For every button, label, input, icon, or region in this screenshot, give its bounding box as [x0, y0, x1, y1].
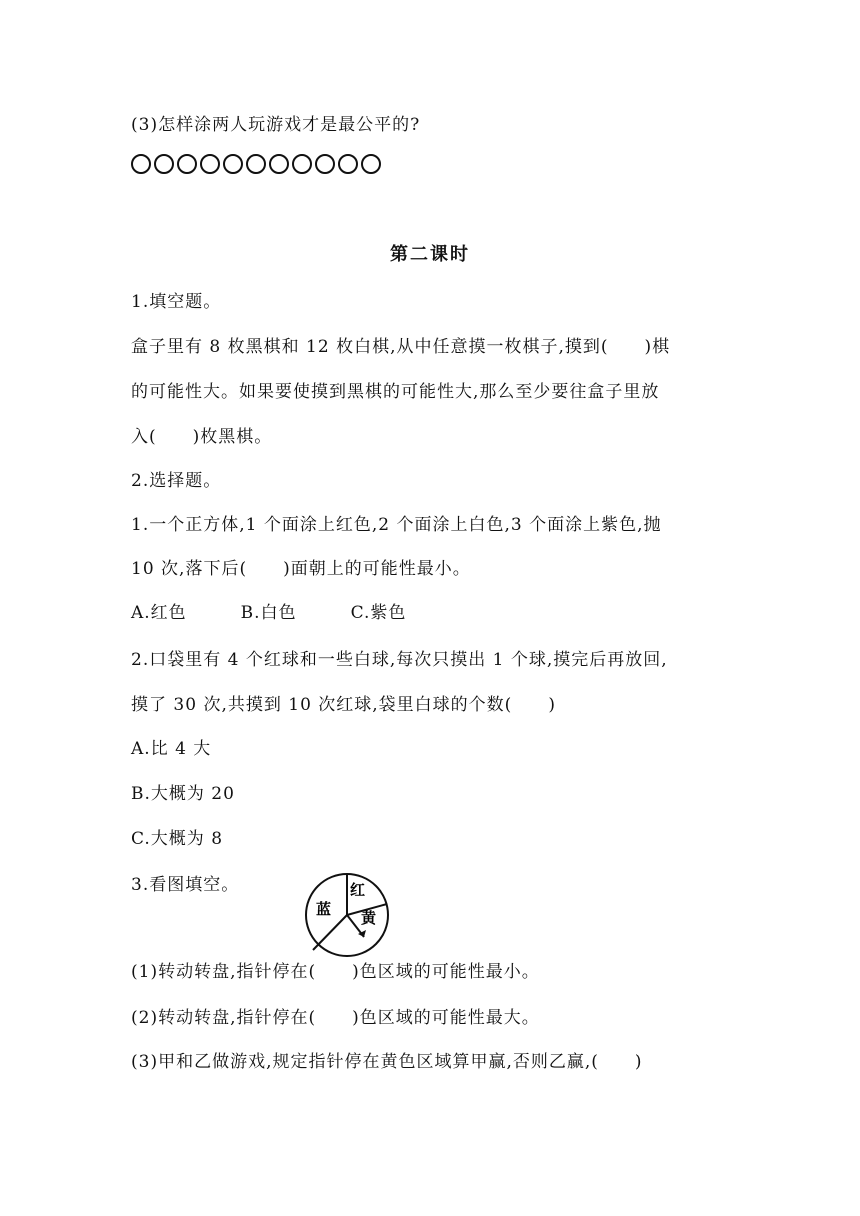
spinner-label-blue: 蓝	[316, 900, 332, 918]
circle-icon	[177, 154, 197, 174]
p1-line-2: 的可能性大。如果要使摸到黑棋的可能性大,那么至少要往盒子里放	[131, 382, 660, 402]
p2-q2-option-a: A.比 4 大	[131, 739, 212, 759]
p2-q2-option-b: B.大概为 20	[131, 784, 235, 804]
circle-icon	[154, 154, 174, 174]
p3-item-1: (1)转动转盘,指针停在( )色区域的可能性最小。	[131, 962, 540, 982]
circle-icon	[315, 154, 335, 174]
circle-icon	[292, 154, 312, 174]
p1-line-1: 盒子里有 8 枚黑棋和 12 枚白棋,从中任意摸一枚棋子,摸到( )棋	[131, 337, 671, 357]
p3-item-3: (3)甲和乙做游戏,规定指针停在黄色区域算甲赢,否则乙赢,( )	[131, 1052, 643, 1072]
circle-icon	[361, 154, 381, 174]
circle-icon	[131, 154, 151, 174]
p1-line-3: 入( )枚黑棋。	[131, 427, 273, 447]
circle-row	[131, 154, 381, 174]
spinner-diagram	[303, 870, 393, 960]
p3-item-2: (2)转动转盘,指针停在( )色区域的可能性最大。	[131, 1008, 540, 1028]
p1-heading: 1.填空题。	[131, 292, 222, 312]
p2-heading: 2.选择题。	[131, 471, 222, 491]
circle-icon	[338, 154, 358, 174]
circle-icon	[246, 154, 266, 174]
spinner-label-red: 红	[350, 881, 366, 899]
section-title: 第二课时	[390, 244, 470, 265]
p2-q1-options: A.红色 B.白色 C.紫色	[131, 603, 407, 623]
p2-q1-line-2: 10 次,落下后( )面朝上的可能性最小。	[131, 559, 471, 579]
circle-icon	[269, 154, 289, 174]
spinner-divider-bottom-left	[313, 915, 347, 950]
circle-icon	[200, 154, 220, 174]
question-3-prev: (3)怎样涂两人玩游戏才是最公平的?	[131, 115, 421, 135]
p2-q2-line-1: 2.口袋里有 4 个红球和一些白球,每次只摸出 1 个球,摸完后再放回,	[131, 650, 668, 670]
p2-q2-line-2: 摸了 30 次,共摸到 10 次红球,袋里白球的个数( )	[131, 695, 556, 715]
p2-q2-option-c: C.大概为 8	[131, 829, 224, 849]
p2-q1-line-1: 1.一个正方体,1 个面涂上红色,2 个面涂上白色,3 个面涂上紫色,抛	[131, 515, 662, 535]
p3-heading: 3.看图填空。	[131, 875, 240, 895]
spinner-label-yellow: 黄	[361, 909, 377, 927]
circle-icon	[223, 154, 243, 174]
